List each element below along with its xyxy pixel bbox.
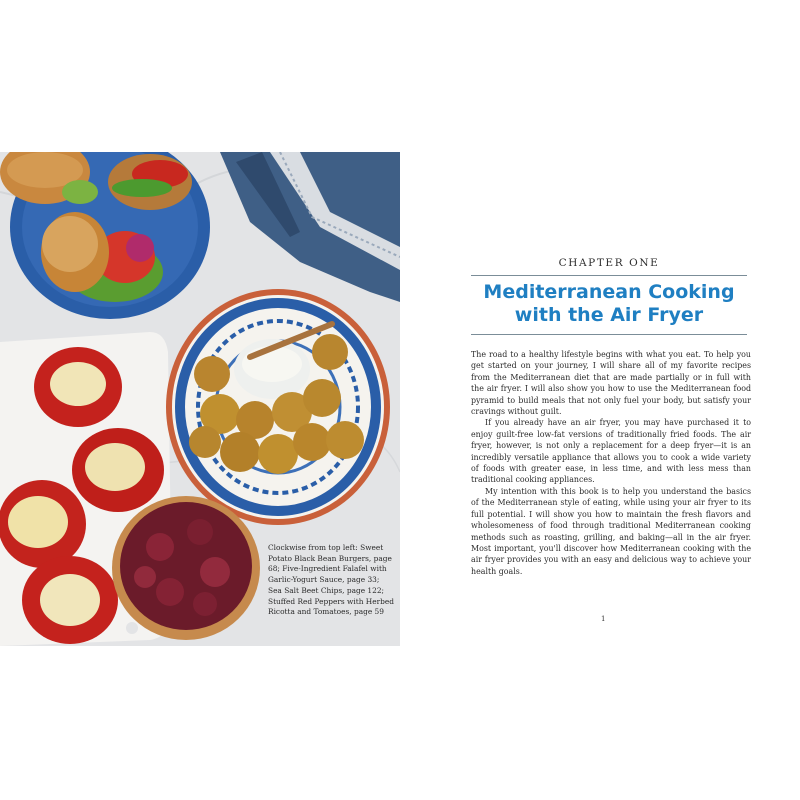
title-rule-top <box>471 275 747 276</box>
title-rule-bottom <box>471 334 747 335</box>
body-paragraph: My intention with this book is to help you understand the basics of the Mediterranean style of eating, while using your air fryer to its full potential. I will show you how to maintain the fresh flavors and wholesomeness of food through traditional Mediterranean cooking methods such as roasting, grilling, and baking—all in the air fryer. Most important, you'll discover how Mediterranean cooking with the air fryer provides you with an easy and delicious way to achieve your health goals. <box>471 486 751 576</box>
page-number: 1 <box>601 615 606 623</box>
book-spread <box>0 152 800 646</box>
body-paragraph: If you already have an air fryer, you may have purchased it to enjoy guilt-free low-fat versions of traditionally fried foods. The air fryer, however, is not only a replacement for a deep fryer—it is an incredibly versatile appliance that allows you to cook a wide variety of foods with greater ease, in less time, and with less mess than traditional cooking appliances. <box>471 418 751 485</box>
falafel-plate <box>166 289 390 525</box>
chapter-label: CHAPTER ONE <box>558 257 660 269</box>
chapter-title-line1: Mediterranean Cooking <box>483 281 735 303</box>
chapter-title <box>470 281 748 327</box>
beet-chips-bowl <box>112 496 260 640</box>
chapter-page <box>400 152 800 646</box>
photo-caption: Clockwise from top left: Sweet Potato Black Bean Burgers, page 68; Five-Ingredient Falafel with Garlic-Yogurt Sauce, page 33; Sea Salt Beet Chips, page 122; Stuffed Red Peppers with Herbed Ricotta and Tomatoes, page 59 <box>268 543 394 617</box>
chapter-body <box>471 349 751 577</box>
food-photo <box>0 152 400 646</box>
body-paragraph: The road to a healthy lifestyle begins with what you eat. To help you get started on your journey, I will share all of my favorite recipes from the Mediterranean diet that are made partially or in full with the air fryer. I will also show you how to use the Mediterranean food pyramid to build meals that not only fuel your body, but satisfy your cravings without guilt. <box>471 350 751 417</box>
chapter-title-line2: with the Air Fryer <box>514 304 704 326</box>
